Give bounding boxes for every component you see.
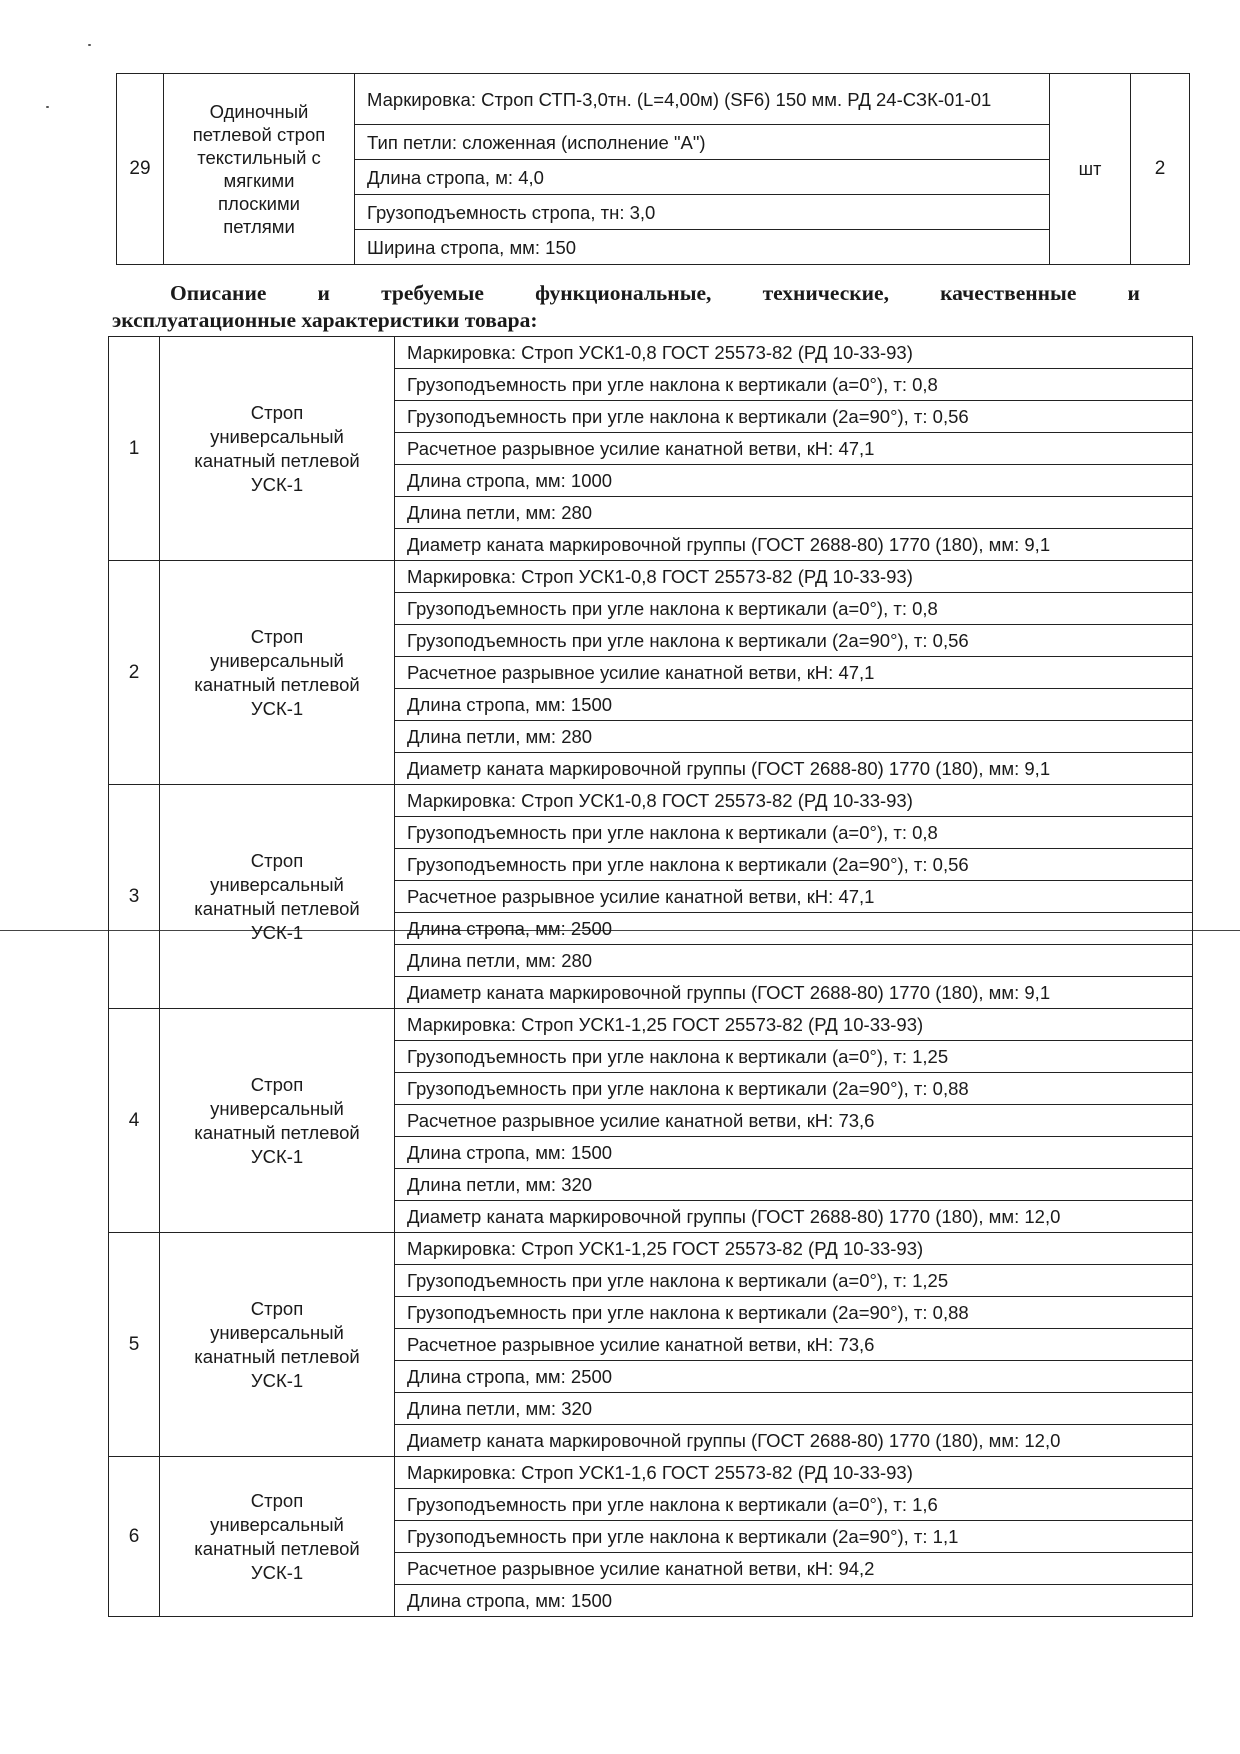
item-name-line: УСК-1 <box>250 1561 304 1583</box>
item-name-line: универсальный <box>210 1097 344 1119</box>
spec-cell: Тип петли: сложенная (исполнение "А") <box>355 125 1050 160</box>
item-name-line: канатный петлевой <box>194 449 360 471</box>
item-number: 6 <box>109 1457 160 1617</box>
spec-cell: Маркировка: Строп УСК1-1,6 ГОСТ 25573-82 (РД 10-33-93) <box>395 1457 1193 1489</box>
item-name-line: плоскими <box>217 193 301 214</box>
item-name-line: УСК-1 <box>250 1369 304 1391</box>
spec-cell: Расчетное разрывное усилие канатной ветви, кН: 73,6 <box>395 1329 1193 1361</box>
item-name-line: УСК-1 <box>250 697 304 719</box>
heading-word: технические, <box>762 281 889 305</box>
spec-cell: Расчетное разрывное усилие канатной ветви, кН: 94,2 <box>395 1553 1193 1585</box>
top-item-table <box>116 73 1190 265</box>
spec-cell: Маркировка: Строп СТП-3,0тн. (L=4,00м) (SF6) 150 мм. РД 24-СЗК-01-01 <box>355 74 1050 125</box>
item-number: 5 <box>109 1233 160 1457</box>
heading-line-2: эксплуатационные характеристики товара: <box>112 308 538 332</box>
top-item-row <box>117 74 1190 125</box>
section-heading <box>112 280 1140 334</box>
item-name-line: Строп <box>250 1297 304 1319</box>
spec-cell: Длина стропа, м: 4,0 <box>355 160 1050 195</box>
item-name <box>160 785 395 1009</box>
item-name-line: УСК-1 <box>250 921 304 943</box>
item-name-line: универсальный <box>210 425 344 447</box>
spec-row <box>109 561 1193 593</box>
spec-cell: Диаметр каната маркировочной группы (ГОСТ 2688-80) 1770 (180), мм: 12,0 <box>395 1425 1193 1457</box>
spec-cell: Длина петли, мм: 320 <box>395 1393 1193 1425</box>
heading-word: Описание <box>170 281 267 305</box>
spec-cell: Маркировка: Строп УСК1-0,8 ГОСТ 25573-82 (РД 10-33-93) <box>395 561 1193 593</box>
item-number: 3 <box>109 785 160 1009</box>
spec-cell: Длина стропа, мм: 1000 <box>395 465 1193 497</box>
item-name-line: Строп <box>250 849 304 871</box>
spec-cell: Диаметр каната маркировочной группы (ГОСТ 2688-80) 1770 (180), мм: 9,1 <box>395 977 1193 1009</box>
item-name <box>160 1457 395 1617</box>
item-name <box>160 1009 395 1233</box>
spec-cell: Грузоподъемность при угле наклона к вертикали (2a=90°), т: 0,56 <box>395 401 1193 433</box>
item-number: 4 <box>109 1009 160 1233</box>
item-name-line: универсальный <box>210 1513 344 1535</box>
item-name-line: универсальный <box>210 649 344 671</box>
heading-word: качественные <box>940 281 1077 305</box>
item-name-line: мягкими <box>223 170 295 191</box>
spec-cell: Длина петли, мм: 320 <box>395 1169 1193 1201</box>
item-name-line: Строп <box>250 401 304 423</box>
spec-cell: Маркировка: Строп УСК1-0,8 ГОСТ 25573-82 (РД 10-33-93) <box>395 337 1193 369</box>
spec-cell: Маркировка: Строп УСК1-1,25 ГОСТ 25573-82 (РД 10-33-93) <box>395 1233 1193 1265</box>
item-number: 2 <box>109 561 160 785</box>
spec-row <box>109 785 1193 817</box>
spec-cell: Длина стропа, мм: 1500 <box>395 689 1193 721</box>
spec-cell: Длина стропа, мм: 1500 <box>395 1137 1193 1169</box>
spec-cell: Грузоподъемность при угле наклона к вертикали (2a=90°), т: 0,56 <box>395 625 1193 657</box>
spec-cell: Ширина стропа, мм: 150 <box>355 230 1050 265</box>
spec-cell: Грузоподъемность при угле наклона к вертикали (2a=90°), т: 0,88 <box>395 1297 1193 1329</box>
spec-cell: Длина петли, мм: 280 <box>395 497 1193 529</box>
item-name <box>164 74 355 265</box>
item-name-line: канатный петлевой <box>194 1537 360 1559</box>
quantity-cell: 2 <box>1131 74 1190 265</box>
item-number: 29 <box>117 74 164 265</box>
spec-row <box>109 1009 1193 1041</box>
item-name-line: Строп <box>250 1489 304 1511</box>
spec-cell: Грузоподъемность при угле наклона к вертикали (a=0°), т: 1,25 <box>395 1265 1193 1297</box>
item-name-line: Строп <box>250 1073 304 1095</box>
specs-table <box>108 336 1193 1617</box>
spec-cell: Длина петли, мм: 280 <box>395 721 1193 753</box>
spec-cell: Диаметр каната маркировочной группы (ГОСТ 2688-80) 1770 (180), мм: 9,1 <box>395 753 1193 785</box>
spec-cell: Грузоподъемность стропа, тн: 3,0 <box>355 195 1050 230</box>
scan-speck <box>46 106 49 108</box>
item-name <box>160 337 395 561</box>
spec-cell: Диаметр каната маркировочной группы (ГОСТ 2688-80) 1770 (180), мм: 12,0 <box>395 1201 1193 1233</box>
item-number: 1 <box>109 337 160 561</box>
spec-cell: Диаметр каната маркировочной группы (ГОСТ 2688-80) 1770 (180), мм: 9,1 <box>395 529 1193 561</box>
item-name-line: универсальный <box>210 1321 344 1343</box>
spec-cell: Грузоподъемность при угле наклона к вертикали (2a=90°), т: 1,1 <box>395 1521 1193 1553</box>
heading-word: функциональные, <box>535 281 712 305</box>
spec-cell: Грузоподъемность при угле наклона к вертикали (a=0°), т: 1,6 <box>395 1489 1193 1521</box>
spec-cell: Маркировка: Строп УСК1-0,8 ГОСТ 25573-82 (РД 10-33-93) <box>395 785 1193 817</box>
spec-cell: Длина петли, мм: 280 <box>395 945 1193 977</box>
item-name-line: УСК-1 <box>250 473 304 495</box>
spec-cell: Грузоподъемность при угле наклона к вертикали (a=0°), т: 0,8 <box>395 817 1193 849</box>
spec-cell: Грузоподъемность при угле наклона к вертикали (a=0°), т: 1,25 <box>395 1041 1193 1073</box>
item-name-line: канатный петлевой <box>194 1121 360 1143</box>
item-name-line: петлями <box>223 216 295 237</box>
spec-cell: Маркировка: Строп УСК1-1,25 ГОСТ 25573-82 (РД 10-33-93) <box>395 1009 1193 1041</box>
spec-cell: Расчетное разрывное усилие канатной ветви, кН: 73,6 <box>395 1105 1193 1137</box>
spec-cell: Длина стропа, мм: 2500 <box>395 1361 1193 1393</box>
spec-cell: Грузоподъемность при угле наклона к вертикали (2a=90°), т: 0,56 <box>395 849 1193 881</box>
spec-cell: Расчетное разрывное усилие канатной ветви, кН: 47,1 <box>395 433 1193 465</box>
top-item-body <box>117 74 1190 265</box>
specs-table-body <box>109 337 1193 1617</box>
spec-cell: Расчетное разрывное усилие канатной ветви, кН: 47,1 <box>395 657 1193 689</box>
spec-cell: Длина стропа, мм: 2500 <box>395 913 1193 945</box>
item-name <box>160 561 395 785</box>
item-name-line: канатный петлевой <box>194 897 360 919</box>
heading-word: и <box>1127 281 1140 305</box>
item-name-line: петлевой строп <box>192 124 326 145</box>
item-name <box>160 1233 395 1457</box>
item-name-line: текстильный с <box>197 147 321 168</box>
item-name-line: Одиночный <box>209 101 309 122</box>
spec-row <box>109 337 1193 369</box>
spec-cell: Расчетное разрывное усилие канатной ветви, кН: 47,1 <box>395 881 1193 913</box>
scan-speck <box>88 44 91 46</box>
spec-cell: Длина стропа, мм: 1500 <box>395 1585 1193 1617</box>
spec-cell: Грузоподъемность при угле наклона к вертикали (a=0°), т: 0,8 <box>395 593 1193 625</box>
heading-line-1 <box>112 280 1140 307</box>
item-name-line: УСК-1 <box>250 1145 304 1167</box>
spec-cell: Грузоподъемность при угле наклона к вертикали (a=0°), т: 0,8 <box>395 369 1193 401</box>
unit-cell: шт <box>1050 74 1131 265</box>
heading-word: требуемые <box>381 281 484 305</box>
item-name-line: канатный петлевой <box>194 673 360 695</box>
item-name-line: универсальный <box>210 873 344 895</box>
heading-word: и <box>317 281 330 305</box>
item-name-line: канатный петлевой <box>194 1345 360 1367</box>
spec-cell: Грузоподъемность при угле наклона к вертикали (2a=90°), т: 0,88 <box>395 1073 1193 1105</box>
spec-row <box>109 1233 1193 1265</box>
spec-row <box>109 1457 1193 1489</box>
item-name-line: Строп <box>250 625 304 647</box>
